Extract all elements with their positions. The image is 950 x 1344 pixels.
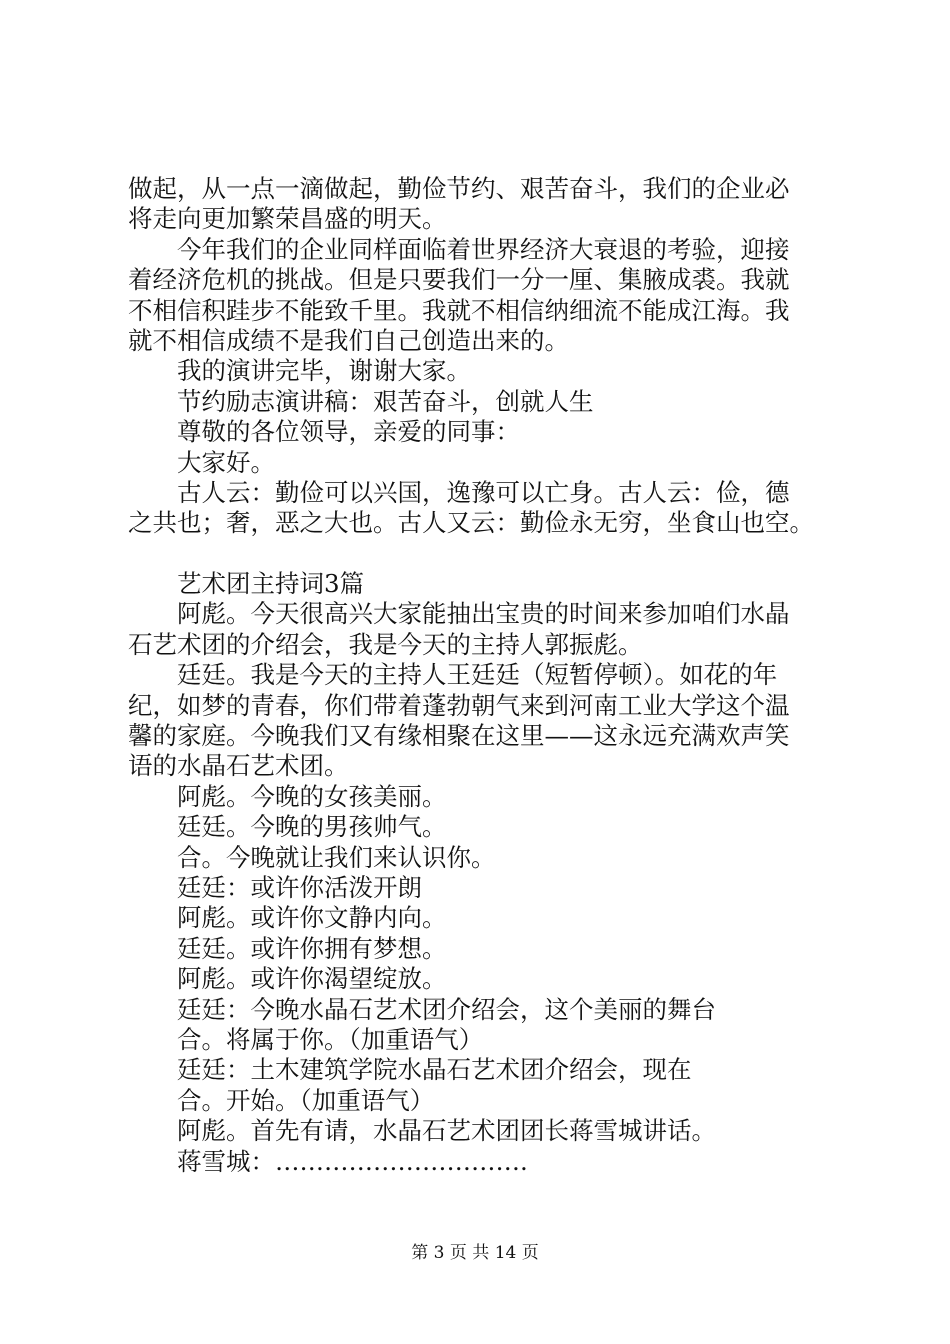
text-line: 大家好。 xyxy=(177,447,275,477)
text-line: 纪，如梦的青春，你们带着蓬勃朝气来到河南工业大学这个温 xyxy=(128,690,790,720)
page-footer: 第 3 页 共 14 页 xyxy=(411,1243,539,1263)
text-line: 尊敬的各位领导，亲爱的同事： xyxy=(177,417,520,447)
text-line: 合。开始。（加重语气） xyxy=(177,1085,435,1115)
text-line: 廷廷：土木建筑学院水晶石艺术团介绍会，现在 xyxy=(177,1055,692,1085)
text-line: 廷廷。或许你拥有梦想。 xyxy=(177,933,447,963)
text-line: 廷廷：今晚水晶石艺术团介绍会，这个美丽的舞台 xyxy=(177,994,716,1024)
text-line: 廷廷。我是今天的主持人王廷廷（短暂停顿）。如花的年 xyxy=(177,660,778,690)
text-line: 做起，从一点一滴做起，勤俭节约、艰苦奋斗，我们的企业必 xyxy=(128,174,790,203)
text-line: 我的演讲完毕，谢谢大家。 xyxy=(177,356,471,386)
text-line: 合。今晚就让我们来认识你。 xyxy=(177,842,496,872)
text-line: 不相信积跬步不能致千里。我就不相信纳细流不能成江海。我 xyxy=(128,295,790,325)
text-line: 节约励志演讲稿：艰苦奋斗，创就人生 xyxy=(177,386,594,416)
text-line: 阿彪。首先有请，水晶石艺术团团长蒋雪城讲话。 xyxy=(177,1116,716,1146)
text-line: 之共也；奢，恶之大也。古人又云：勤俭永无穷，坐食山也空。 xyxy=(128,508,814,538)
blank-line xyxy=(128,539,848,569)
text-line: 语的水晶石艺术团。 xyxy=(128,751,349,781)
text-line: 阿彪。或许你渴望绽放。 xyxy=(177,964,447,994)
text-line: 就不相信成绩不是我们自己创造出来的。 xyxy=(128,325,569,355)
text-line: 阿彪。今晚的女孩美丽。 xyxy=(177,781,447,811)
text-line: 艺术团主持词3篇 xyxy=(177,569,365,599)
text-line: 阿彪。今天很高兴大家能抽出宝贵的时间来参加咱们水晶 xyxy=(177,599,790,629)
text-line: 将走向更加繁荣昌盛的明天。 xyxy=(128,204,447,234)
text-line: 馨的家庭。今晚我们又有缘相聚在这里——这永远充满欢声笑 xyxy=(128,721,790,751)
text-line: 石艺术团的介绍会，我是今天的主持人郭振彪。 xyxy=(128,629,643,659)
text-line: 蒋雪城：…………………………. xyxy=(177,1146,528,1176)
text-line: 着经济危机的挑战。但是只要我们一分一厘、集腋成裘。我就 xyxy=(128,265,790,295)
text-line: 合。将属于你。（加重语气） xyxy=(177,1024,484,1054)
text-line: 今年我们的企业同样面临着世界经济大衰退的考验，迎接 xyxy=(177,234,790,264)
text-line: 古人云：勤俭可以兴国，逸豫可以亡身。古人云：俭，德 xyxy=(177,477,790,507)
text-line: 廷廷。今晚的男孩帅气。 xyxy=(177,812,447,842)
text-line: 廷廷：或许你活泼开朗 xyxy=(177,872,422,902)
document-body xyxy=(128,174,848,1177)
text-line: 阿彪。或许你文静内向。 xyxy=(177,903,447,933)
